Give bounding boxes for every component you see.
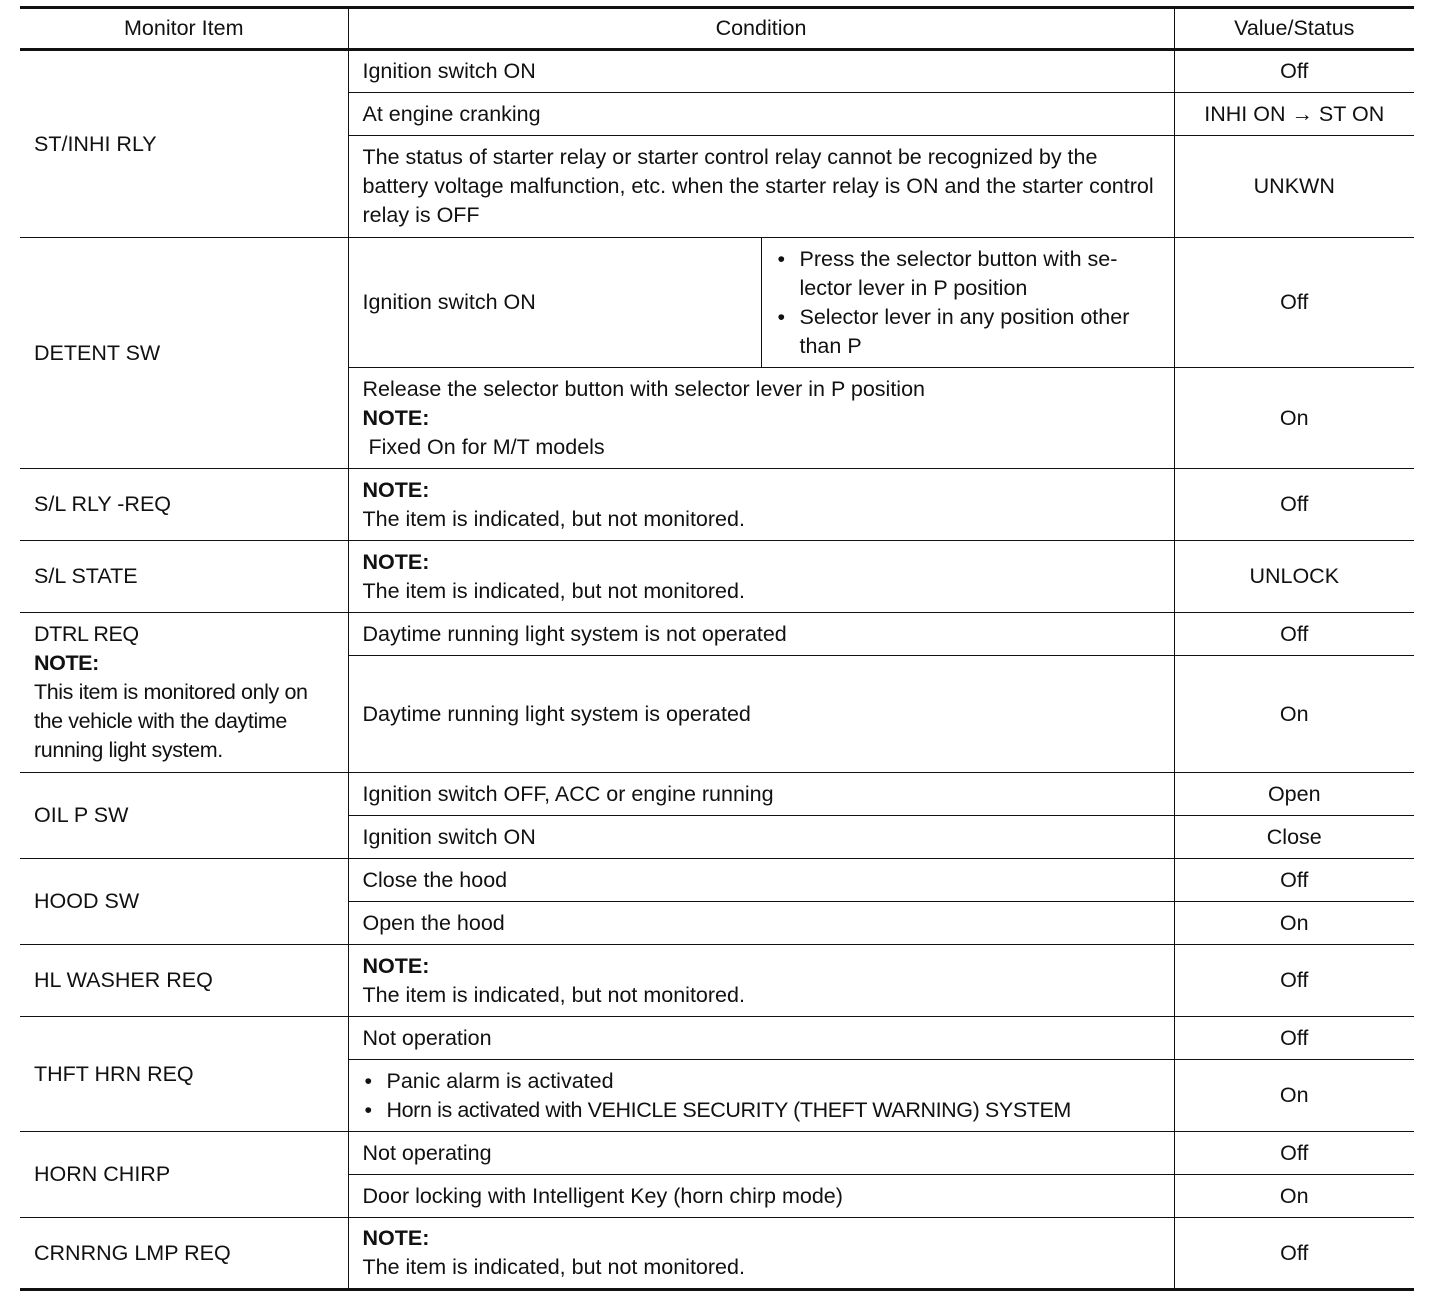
table-row bbox=[20, 859, 1414, 902]
list-item: • Panic alarm is activated bbox=[363, 1067, 1170, 1096]
item-dtrl-req bbox=[20, 613, 348, 773]
item-note-text: This item is monitored only on the vehicle with the daytime running light system. bbox=[34, 680, 308, 762]
value-cell: INHI ON → ST ON bbox=[1174, 93, 1414, 136]
table-row bbox=[20, 541, 1414, 613]
value-cell: Off bbox=[1174, 1218, 1414, 1290]
value-cell: Close bbox=[1174, 816, 1414, 859]
value-cell: On bbox=[1174, 368, 1414, 469]
value-cell: Off bbox=[1174, 945, 1414, 1017]
table-row bbox=[20, 1218, 1414, 1290]
condition-cell: The status of starter relay or starter control relay cannot be recognized by the battery voltage malfunction, etc. when the starter relay is ON and the starter control relay is OFF bbox=[348, 136, 1174, 238]
note-text: The item is indicated, but not monitored. bbox=[362, 982, 745, 1007]
note-text: The item is indicated, but not monitored. bbox=[362, 1255, 745, 1279]
value-cell: Off bbox=[1174, 238, 1414, 368]
condition-bullets-cell bbox=[348, 1060, 1174, 1132]
condition-cell bbox=[348, 469, 1174, 541]
note-text: The item is indicated, but not monitored. bbox=[362, 506, 745, 531]
condition-cell: Ignition switch OFF, ACC or engine running bbox=[348, 773, 1174, 816]
item-sl-state: S/L STATE bbox=[20, 541, 348, 613]
note-label: NOTE: bbox=[362, 477, 430, 502]
note-label: NOTE: bbox=[34, 651, 99, 675]
note-text: The item is indicated, but not monitored. bbox=[362, 578, 745, 603]
note-label: NOTE: bbox=[362, 953, 430, 978]
header-row bbox=[20, 8, 1414, 50]
table-row bbox=[20, 1132, 1414, 1175]
value-cell: Off bbox=[1174, 613, 1414, 656]
header-condition: Condition bbox=[348, 8, 1174, 50]
value-cell: Off bbox=[1174, 1017, 1414, 1060]
value-cell: Off bbox=[1174, 859, 1414, 902]
value-cell: Open bbox=[1174, 773, 1414, 816]
value-cell: Off bbox=[1174, 1132, 1414, 1175]
list-item: • Press the selector button with selector lever in P position bbox=[776, 245, 1162, 303]
condition-cell: Daytime running light system is not operated bbox=[348, 613, 1174, 656]
condition-cell: Daytime running light system is operated bbox=[348, 656, 1174, 773]
note-label: NOTE: bbox=[362, 549, 430, 574]
note-label: NOTE: bbox=[362, 1226, 430, 1250]
value-cell: On bbox=[1174, 1060, 1414, 1132]
table-row bbox=[20, 469, 1414, 541]
condition-cell: Open the hood bbox=[348, 902, 1174, 945]
table-row bbox=[20, 773, 1414, 816]
item-thft-hrn-req: THFT HRN REQ bbox=[20, 1017, 348, 1132]
condition-cell bbox=[348, 368, 1174, 469]
bullet-list bbox=[363, 1067, 1170, 1125]
header-monitor-item: Monitor Item bbox=[20, 8, 348, 50]
table-row bbox=[20, 613, 1414, 656]
value-cell: On bbox=[1174, 902, 1414, 945]
condition-bullets-cell bbox=[761, 238, 1174, 368]
value-cell: On bbox=[1174, 1175, 1414, 1218]
value-cell: UNKWN bbox=[1174, 136, 1414, 238]
list-item: • Selector lever in any position other than P bbox=[776, 303, 1162, 361]
condition-cell bbox=[348, 1218, 1174, 1290]
condition-cell bbox=[348, 541, 1174, 613]
condition-cell: Ignition switch ON bbox=[348, 238, 761, 368]
table-row bbox=[20, 945, 1414, 1017]
table-row bbox=[20, 238, 1414, 368]
note-label: NOTE: bbox=[362, 405, 430, 430]
condition-cell: Close the hood bbox=[348, 859, 1174, 902]
condition-cell: Door locking with Intelligent Key (horn chirp mode) bbox=[348, 1175, 1174, 1218]
value-cell: Off bbox=[1174, 50, 1414, 93]
value-cell: On bbox=[1174, 656, 1414, 773]
item-hood-sw: HOOD SW bbox=[20, 859, 348, 945]
item-st-inhi-rly: ST/INHI RLY bbox=[20, 50, 348, 238]
table-row bbox=[20, 1017, 1414, 1060]
monitor-table bbox=[20, 6, 1414, 1291]
condition-cell: Not operating bbox=[348, 1132, 1174, 1175]
header-value-status: Value/Status bbox=[1174, 8, 1414, 50]
condition-text: Release the selector button with selector lever in P position bbox=[362, 376, 925, 401]
value-cell: UNLOCK bbox=[1174, 541, 1414, 613]
condition-cell bbox=[348, 945, 1174, 1017]
item-oil-p-sw: OIL P SW bbox=[20, 773, 348, 859]
table-row bbox=[20, 50, 1414, 93]
item-label: DTRL REQ bbox=[34, 622, 139, 646]
item-horn-chirp: HORN CHIRP bbox=[20, 1132, 348, 1218]
condition-cell: At engine cranking bbox=[348, 93, 1174, 136]
item-crnrng-lmp-req: CRNRNG LMP REQ bbox=[20, 1218, 348, 1290]
item-detent-sw: DETENT SW bbox=[20, 238, 348, 469]
list-item: • Horn is activated with VEHICLE SECURITY (THEFT WARNING) SYSTEM bbox=[363, 1096, 1170, 1125]
bullet-list bbox=[776, 245, 1162, 361]
item-hl-washer-req: HL WASHER REQ bbox=[20, 945, 348, 1017]
condition-cell: Ignition switch ON bbox=[348, 50, 1174, 93]
note-text: Fixed On for M/T models bbox=[368, 434, 605, 459]
value-cell: Off bbox=[1174, 469, 1414, 541]
item-sl-rly-req: S/L RLY -REQ bbox=[20, 469, 348, 541]
condition-cell: Not operation bbox=[348, 1017, 1174, 1060]
condition-cell: Ignition switch ON bbox=[348, 816, 1174, 859]
